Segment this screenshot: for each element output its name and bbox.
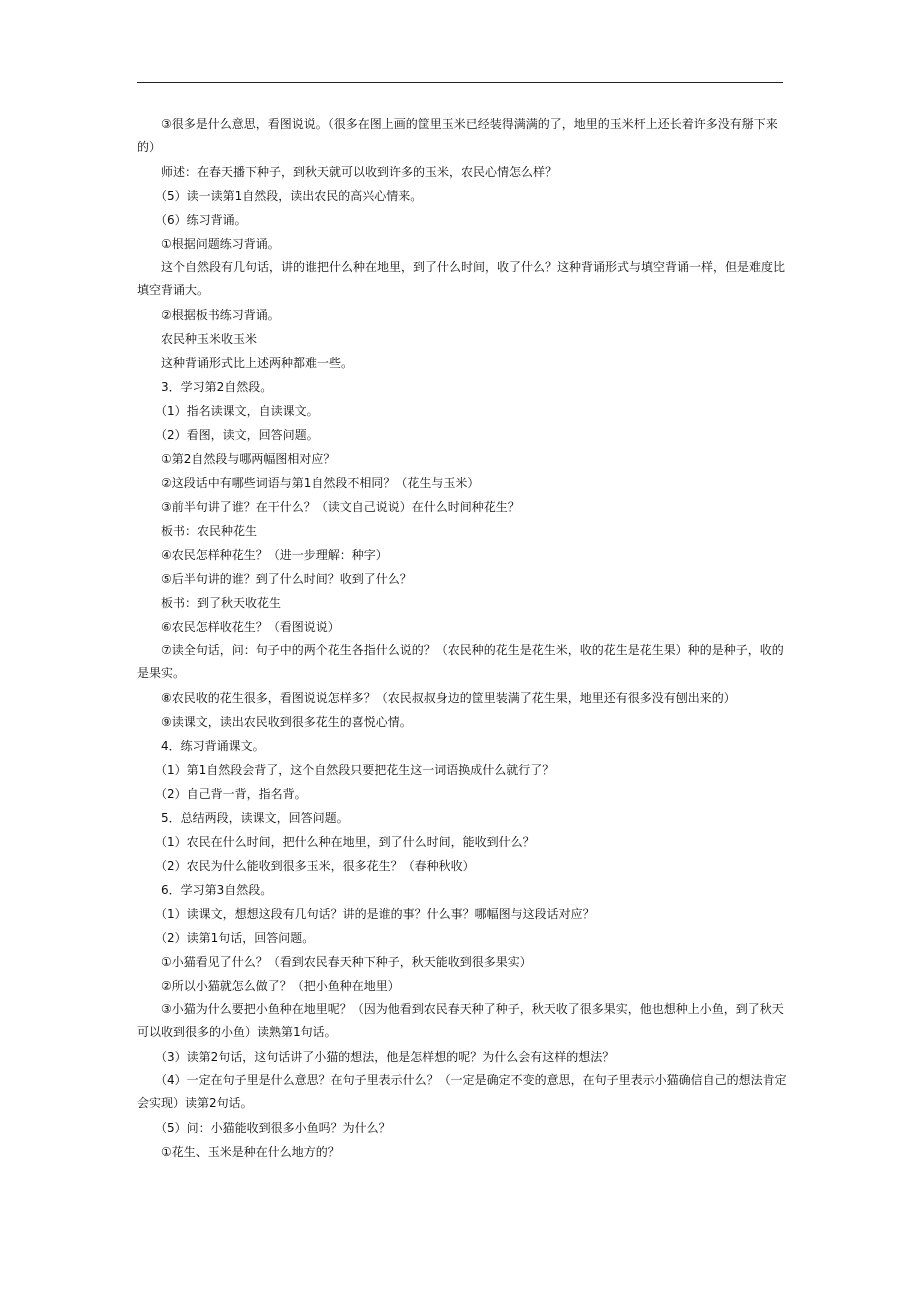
paragraph-38: （5）问：小猫能收到很多小鱼吗？为什么？ <box>137 1121 391 1135</box>
paragraph-29: （2）农民为什么能收到很多玉米，很多花生？（春种秋收） <box>137 859 475 873</box>
paragraph-11: （1）指名读课文，自读课文。 <box>137 404 319 418</box>
paragraph-19: 板书：到了秋天收花生 <box>137 596 282 610</box>
paragraph-15: ③前半句讲了谁？在干什么？（读文自己说说）在什么时间种花生？ <box>137 500 520 514</box>
paragraph-17: ④农民怎样种花生？（进一步理解：种字） <box>137 548 388 562</box>
paragraph-21: ⑦读全句话，问：句子中的两个花生各指什么说的？（农民种的花生是花生米，收的花生是花生果）种的是种子，收的是果实。 <box>137 643 784 680</box>
paragraph-33: ①小猫看见了什么？（看到农民春天种下种子，秋天能收到很多果实） <box>137 955 532 969</box>
paragraph-7: ②根据板书练习背诵。 <box>137 308 280 322</box>
paragraph-1: ③很多是什么意思，看图说说。（很多在图上画的筐里玉米已经装得满满的了，地里的玉米杆上还长着许多没有掰下来的） <box>137 117 778 154</box>
paragraph-34: ②所以小猫就怎么做了？（把小鱼种在地里） <box>137 979 400 993</box>
paragraph-12: （2）看图，读文，回答问题。 <box>137 428 319 442</box>
paragraph-13: ①第2自然段与哪两幅图相对应？ <box>137 452 336 466</box>
paragraph-4: （6）练习背诵。 <box>137 213 247 227</box>
paragraph-8: 农民种玉米收玉米 <box>137 332 258 346</box>
paragraph-31: （1）读课文，想想这段有几句话？讲的是谁的事？什么事？哪幅图与这段话对应？ <box>137 907 595 921</box>
document-body <box>137 113 787 1164</box>
paragraph-23: ⑨读课文，读出农民收到很多花生的喜悦心情。 <box>137 715 412 729</box>
paragraph-16: 板书：农民种花生 <box>137 524 258 538</box>
header-rule <box>137 82 783 83</box>
paragraph-26: （2）自己背一背，指名背。 <box>137 787 307 801</box>
paragraph-9: 这种背诵形式比上述两种都难一些。 <box>137 356 354 370</box>
paragraph-32: （2）读第1句话，回答问题。 <box>137 931 315 945</box>
paragraph-14: ②这段话中有哪些词语与第1自然段不相同？（花生与玉米） <box>137 476 480 490</box>
paragraph-5: ①根据问题练习背诵。 <box>137 237 280 251</box>
paragraph-27: 5．总结两段，读课文，回答问题。 <box>137 811 349 825</box>
paragraph-22: ⑧农民收的花生很多，看图说说怎样多？（农民叔叔身边的筐里装满了花生果，地里还有很多没有刨出来的） <box>137 691 736 705</box>
paragraph-37: （4）一定在句子里是什么意思？在句子里表示什么？（一定是确定不变的意思，在句子里表示小猫确信自己的想法肯定会实现）读第2句话。 <box>137 1073 787 1110</box>
paragraph-39: ①花生、玉米是种在什么地方的？ <box>137 1145 340 1159</box>
paragraph-18: ⑤后半句讲的谁？到了什么时间？收到了什么？ <box>137 572 412 586</box>
paragraph-24: 4．练习背诵课文。 <box>137 739 265 753</box>
paragraph-2: 师述：在春天播下种子，到秋天就可以收到许多的玉米，农民心情怎么样？ <box>137 165 558 179</box>
paragraph-28: （1）农民在什么时间，把什么种在地里，到了什么时间，能收到什么？ <box>137 835 535 849</box>
paragraph-3: （5）读一读第1自然段，读出农民的高兴心情来。 <box>137 189 423 203</box>
paragraph-6: 这个自然段有几句话，讲的谁把什么种在地里，到了什么时间，收了什么？这种背诵形式与填空背诵一样，但是难度比填空背诵大。 <box>137 260 786 297</box>
paragraph-30: 6．学习第3自然段。 <box>137 883 273 897</box>
paragraph-20: ⑥农民怎样收花生？（看图说说） <box>137 620 340 634</box>
paragraph-25: （1）第1自然段会背了，这个自然段只要把花生这一词语换成什么就行了？ <box>137 763 555 777</box>
paragraph-10: 3．学习第2自然段。 <box>137 380 273 394</box>
paragraph-36: （3）读第2句话，这句话讲了小猫的想法，他是怎样想的呢？为什么会有这样的想法？ <box>137 1050 615 1064</box>
paragraph-35: ③小猫为什么要把小鱼种在地里呢？（因为他看到农民春天种了种子，秋天收了很多果实，他也想种上小鱼，到了秋天可以收到很多的小鱼）读熟第1句话。 <box>137 1002 784 1039</box>
